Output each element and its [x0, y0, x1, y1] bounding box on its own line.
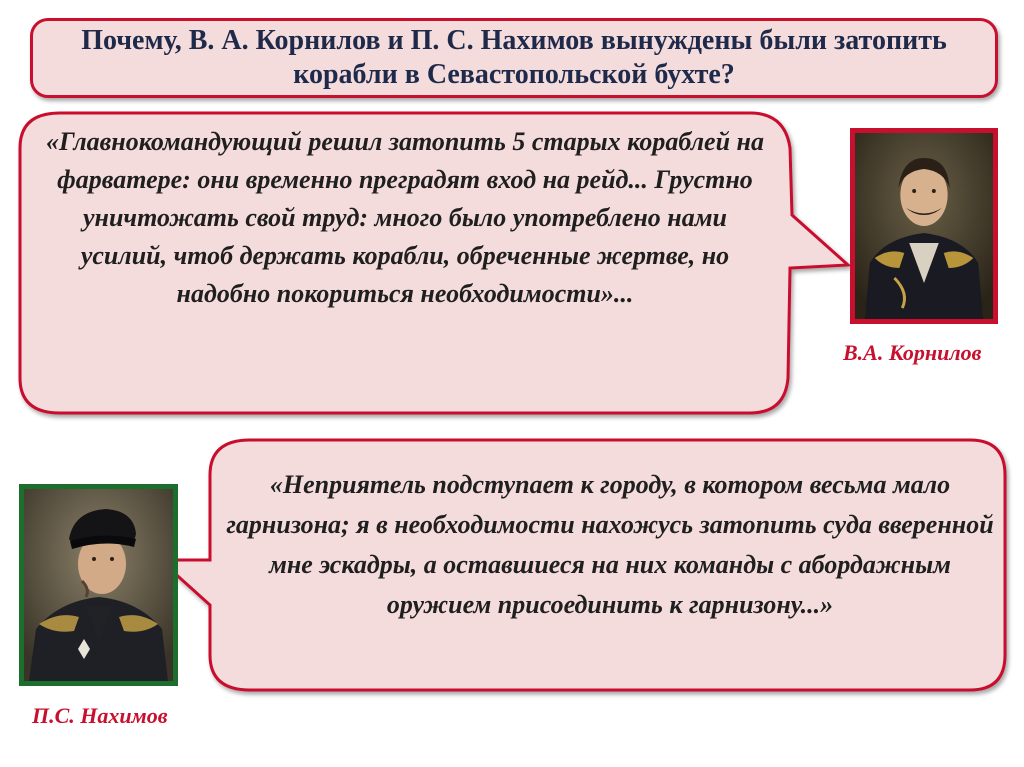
page-title: Почему, В. А. Корнилов и П. С. Нахимов вынуждены были затопить корабли в Севастопольской бухте?	[81, 25, 947, 90]
portrait-kornilov	[850, 128, 998, 324]
quote-kornilov: «Главнокомандующий решил затопить 5 старых кораблей на фарватере: они временно преградят вход на рейд... Грустно уничтожать свой труд: много было употреблено нами усилий, чтоб держать корабли, обреченные жертве, но надобно покориться необходимости»...	[46, 127, 764, 308]
caption-nakhimov: П.С. Нахимов	[32, 703, 168, 728]
quote-nakhimov: «Неприятель подступает к городу, в котором весьма мало гарнизона; я в необходимости нахожусь затопить суда вверенной мне эскадры, а оставшиеся на них команды с абордажным оружием присоединить к гарнизону...»	[226, 470, 994, 619]
portrait-nakhimov	[19, 484, 178, 686]
title-box	[30, 18, 998, 98]
caption-kornilov: В.А. Корнилов	[843, 340, 982, 365]
